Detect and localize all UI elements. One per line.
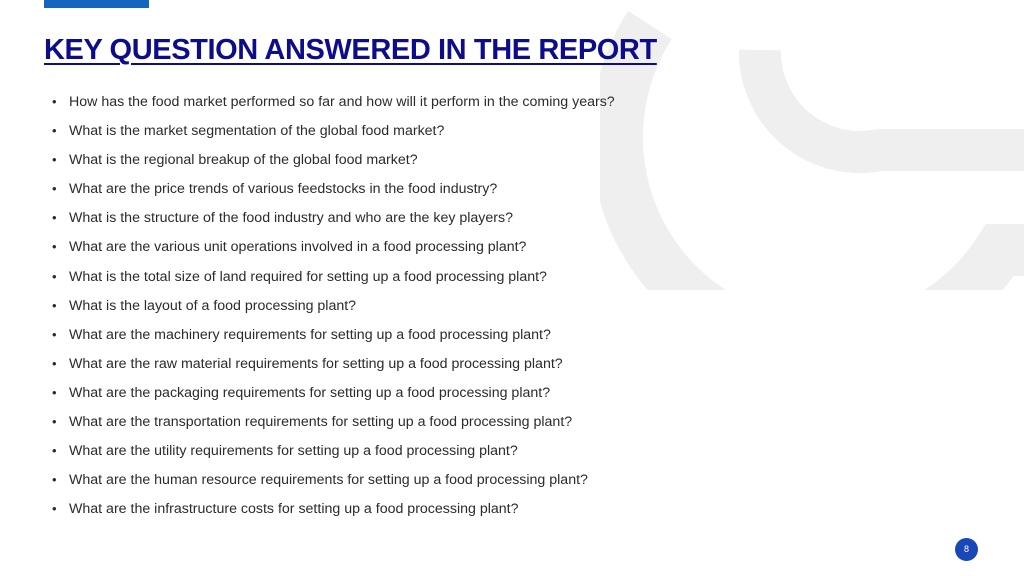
question-text: What are the utility requirements for setting up a food processing plant? [69,443,518,460]
bullet-icon: • [52,268,57,284]
question-list [52,91,615,527]
question-text: What are the infrastructure costs for setting up a food processing plant? [69,501,519,518]
question-text: What are the transportation requirements for setting up a food processing plant? [69,414,573,431]
question-item [52,295,615,324]
question-item [52,236,615,265]
question-text: What is the layout of a food processing plant? [69,297,357,314]
question-item [52,207,615,236]
bullet-icon: • [52,384,57,400]
question-item [52,149,615,178]
bullet-icon: • [52,94,57,109]
question-text: What is the total size of land required for setting up a food processing plant? [69,268,547,285]
question-item [52,266,615,295]
question-text: What are the human resource requirements for setting up a food processing plant? [69,472,588,489]
question-item [52,382,615,411]
question-text: What are the raw material requirements for setting up a food processing plant? [69,355,563,372]
question-item [52,498,615,527]
question-item [52,324,615,353]
bullet-icon: • [52,210,57,226]
bullet-icon: • [52,472,57,488]
slide-title: KEY QUESTION ANSWERED IN THE REPORT [44,34,657,66]
question-text: What is the regional breakup of the global food market? [69,152,418,169]
question-text: What are the price trends of various feedstocks in the food industry? [69,181,498,198]
question-item [52,469,615,498]
question-text: What is the market segmentation of the global food market? [69,123,445,140]
bullet-icon: • [52,355,57,371]
bullet-icon: • [52,181,57,197]
question-item [52,178,615,207]
bullet-icon: • [52,326,57,342]
bullet-icon: • [52,443,57,459]
question-text: How has the food market performed so far and how will it perform in the coming years? [69,94,615,110]
bullet-icon: • [52,414,57,430]
question-text: What are the machinery requirements for setting up a food processing plant? [69,326,551,343]
bullet-icon: • [52,297,57,313]
bullet-icon: • [52,123,57,139]
question-text: What are the various unit operations involved in a food processing plant? [69,239,527,256]
question-item [52,411,615,440]
question-item [52,120,615,149]
bullet-icon: • [52,239,57,255]
bullet-icon: • [52,501,57,517]
circle-arc-logo-icon [600,0,1024,290]
question-item [52,91,615,120]
question-text: What are the packaging requirements for setting up a food processing plant? [69,384,551,401]
top-accent-bar [44,0,149,8]
question-item [52,353,615,382]
question-item [52,440,615,469]
question-text: What is the structure of the food industry and who are the key players? [69,210,513,227]
page-number-badge: 8 [955,538,978,561]
bullet-icon: • [52,152,57,168]
